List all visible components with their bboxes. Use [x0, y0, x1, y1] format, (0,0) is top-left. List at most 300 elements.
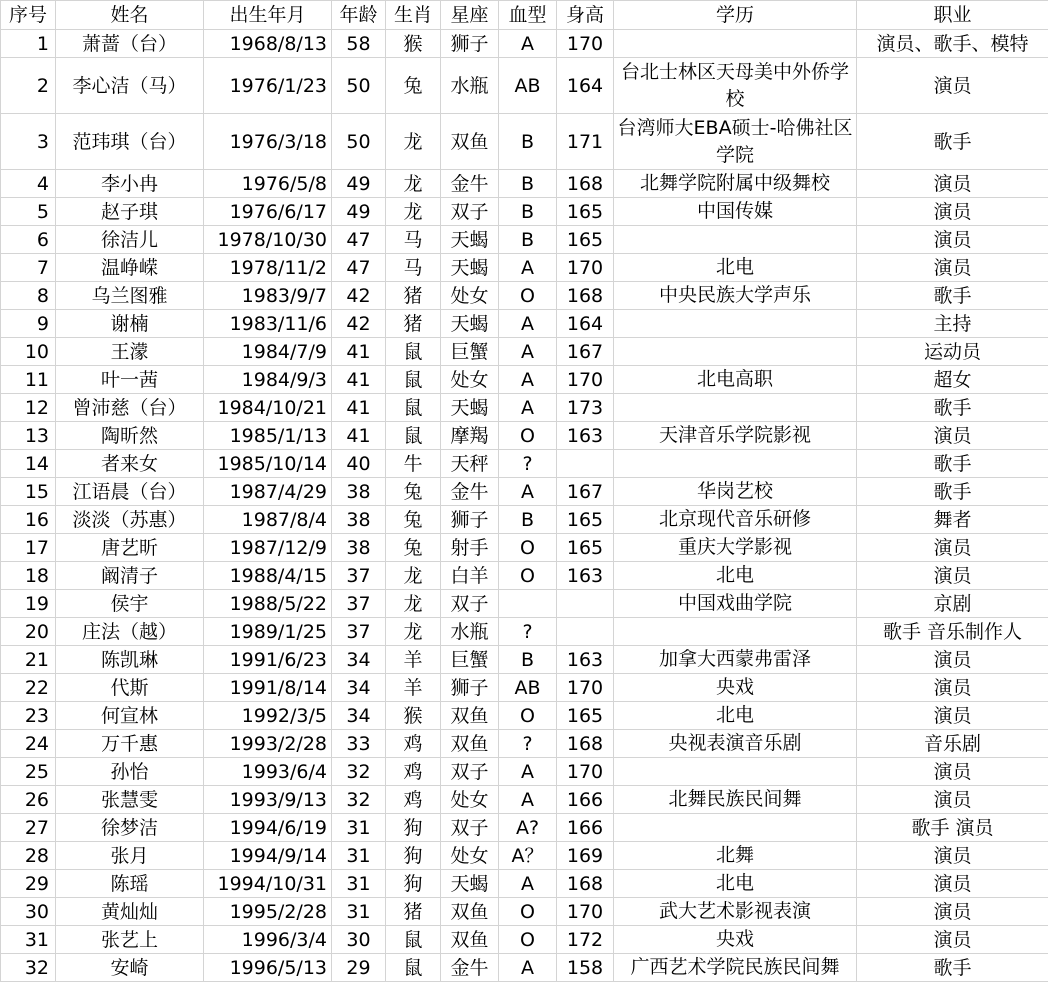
table-row — [1, 562, 1048, 590]
name-cell: 张艺上 — [56, 926, 204, 954]
age-cell: 32 — [332, 758, 386, 786]
header-blood-type: 血型 — [499, 1, 557, 30]
table-row — [1, 590, 1048, 618]
index-cell: 1 — [1, 30, 56, 58]
occupation-cell: 音乐剧 — [857, 730, 1048, 758]
height-cell: 165 — [557, 506, 614, 534]
education-cell — [614, 30, 857, 58]
height-cell: 165 — [557, 198, 614, 226]
age-cell: 58 — [332, 30, 386, 58]
name-cell: 代斯 — [56, 674, 204, 702]
blood-type-cell: AB — [499, 674, 557, 702]
header-occupation: 职业 — [857, 1, 1048, 30]
index-cell: 14 — [1, 450, 56, 478]
birthdate-cell: 1968/8/13 — [204, 30, 332, 58]
name-cell: 赵子琪 — [56, 198, 204, 226]
zodiac-cell: 羊 — [386, 646, 441, 674]
occupation-cell: 演员 — [857, 674, 1048, 702]
height-cell: 165 — [557, 226, 614, 254]
header-age: 年龄 — [332, 1, 386, 30]
education-cell: 中国传媒 — [614, 198, 857, 226]
birthdate-cell: 1994/9/14 — [204, 842, 332, 870]
zodiac-cell: 龙 — [386, 590, 441, 618]
education-cell: 北电 — [614, 254, 857, 282]
height-cell: 170 — [557, 898, 614, 926]
constellation-cell: 狮子 — [441, 506, 499, 534]
age-cell: 40 — [332, 450, 386, 478]
blood-type-cell: A？ — [499, 842, 557, 870]
name-cell: 谢楠 — [56, 310, 204, 338]
age-cell: 38 — [332, 478, 386, 506]
constellation-cell: 狮子 — [441, 674, 499, 702]
occupation-cell: 演员 — [857, 898, 1048, 926]
table-row — [1, 170, 1048, 198]
height-cell: 166 — [557, 786, 614, 814]
birthdate-cell: 1978/10/30 — [204, 226, 332, 254]
birthdate-cell: 1976/6/17 — [204, 198, 332, 226]
index-cell: 17 — [1, 534, 56, 562]
name-cell: 张月 — [56, 842, 204, 870]
table-row — [1, 926, 1048, 954]
height-cell — [557, 618, 614, 646]
index-cell: 18 — [1, 562, 56, 590]
constellation-cell: 射手 — [441, 534, 499, 562]
constellation-cell: 水瓶 — [441, 618, 499, 646]
height-cell: 158 — [557, 954, 614, 982]
zodiac-cell: 狗 — [386, 870, 441, 898]
index-cell: 12 — [1, 394, 56, 422]
height-cell: 171 — [557, 114, 614, 170]
index-cell: 16 — [1, 506, 56, 534]
birthdate-cell: 1994/10/31 — [204, 870, 332, 898]
age-cell: 37 — [332, 590, 386, 618]
zodiac-cell: 羊 — [386, 674, 441, 702]
height-cell: 167 — [557, 338, 614, 366]
education-cell: 北电 — [614, 870, 857, 898]
constellation-cell: 天蝎 — [441, 310, 499, 338]
height-cell: 167 — [557, 478, 614, 506]
blood-type-cell: O — [499, 926, 557, 954]
birthdate-cell: 1987/4/29 — [204, 478, 332, 506]
index-cell: 31 — [1, 926, 56, 954]
constellation-cell: 天蝎 — [441, 226, 499, 254]
occupation-cell: 歌手 — [857, 478, 1048, 506]
birthdate-cell: 1978/11/2 — [204, 254, 332, 282]
index-cell: 20 — [1, 618, 56, 646]
birthdate-cell: 1988/5/22 — [204, 590, 332, 618]
name-cell: 陈凯琳 — [56, 646, 204, 674]
table-row — [1, 674, 1048, 702]
education-cell: 北舞民族民间舞 — [614, 786, 857, 814]
education-cell: 央视表演音乐剧 — [614, 730, 857, 758]
blood-type-cell: A — [499, 786, 557, 814]
table-row — [1, 730, 1048, 758]
blood-type-cell: AB — [499, 58, 557, 114]
table-row — [1, 954, 1048, 982]
age-cell: 37 — [332, 562, 386, 590]
birthdate-cell: 1996/3/4 — [204, 926, 332, 954]
constellation-cell: 巨蟹 — [441, 338, 499, 366]
blood-type-cell: A — [499, 870, 557, 898]
education-cell — [614, 450, 857, 478]
education-cell: 重庆大学影视 — [614, 534, 857, 562]
height-cell: 163 — [557, 646, 614, 674]
height-cell: 163 — [557, 422, 614, 450]
constellation-cell: 金牛 — [441, 170, 499, 198]
birthdate-cell: 1983/9/7 — [204, 282, 332, 310]
index-cell: 3 — [1, 114, 56, 170]
blood-type-cell: O — [499, 898, 557, 926]
constellation-cell: 处女 — [441, 282, 499, 310]
education-cell: 北电 — [614, 702, 857, 730]
zodiac-cell: 猪 — [386, 898, 441, 926]
occupation-cell: 演员 — [857, 758, 1048, 786]
occupation-cell: 演员 — [857, 254, 1048, 282]
constellation-cell: 金牛 — [441, 954, 499, 982]
blood-type-cell: O — [499, 422, 557, 450]
zodiac-cell: 兔 — [386, 534, 441, 562]
zodiac-cell: 兔 — [386, 58, 441, 114]
blood-type-cell: B — [499, 226, 557, 254]
age-cell: 50 — [332, 114, 386, 170]
table-row — [1, 114, 1048, 170]
index-cell: 5 — [1, 198, 56, 226]
blood-type-cell: A — [499, 30, 557, 58]
constellation-cell: 双鱼 — [441, 926, 499, 954]
birthdate-cell: 1995/2/28 — [204, 898, 332, 926]
height-cell: 170 — [557, 366, 614, 394]
age-cell: 49 — [332, 198, 386, 226]
table-row — [1, 366, 1048, 394]
age-cell: 31 — [332, 870, 386, 898]
constellation-cell: 天蝎 — [441, 254, 499, 282]
education-cell: 台北士林区天母美中外侨学校 — [614, 58, 857, 114]
birthdate-cell: 1984/10/21 — [204, 394, 332, 422]
index-cell: 32 — [1, 954, 56, 982]
occupation-cell: 演员 — [857, 58, 1048, 114]
table-body — [1, 30, 1048, 982]
occupation-cell: 演员 — [857, 170, 1048, 198]
index-cell: 15 — [1, 478, 56, 506]
education-cell: 中央民族大学声乐 — [614, 282, 857, 310]
birthdate-cell: 1985/10/14 — [204, 450, 332, 478]
constellation-cell: 天蝎 — [441, 870, 499, 898]
table-row — [1, 338, 1048, 366]
age-cell: 37 — [332, 618, 386, 646]
index-cell: 29 — [1, 870, 56, 898]
table-row — [1, 310, 1048, 338]
occupation-cell: 演员、歌手、模特 — [857, 30, 1048, 58]
age-cell: 41 — [332, 366, 386, 394]
blood-type-cell: ? — [499, 450, 557, 478]
table-row — [1, 898, 1048, 926]
index-cell: 19 — [1, 590, 56, 618]
occupation-cell: 舞者 — [857, 506, 1048, 534]
zodiac-cell: 猪 — [386, 310, 441, 338]
age-cell: 33 — [332, 730, 386, 758]
index-cell: 26 — [1, 786, 56, 814]
zodiac-cell: 兔 — [386, 478, 441, 506]
zodiac-cell: 鸡 — [386, 758, 441, 786]
name-cell: 侯宇 — [56, 590, 204, 618]
constellation-cell: 双鱼 — [441, 114, 499, 170]
index-cell: 22 — [1, 674, 56, 702]
education-cell: 天津音乐学院影视 — [614, 422, 857, 450]
height-cell: 168 — [557, 730, 614, 758]
blood-type-cell: B — [499, 506, 557, 534]
occupation-cell: 歌手 — [857, 394, 1048, 422]
table-row — [1, 282, 1048, 310]
age-cell: 29 — [332, 954, 386, 982]
age-cell: 34 — [332, 702, 386, 730]
blood-type-cell: O — [499, 282, 557, 310]
occupation-cell: 演员 — [857, 198, 1048, 226]
height-cell: 166 — [557, 814, 614, 842]
header-constellation: 星座 — [441, 1, 499, 30]
age-cell: 41 — [332, 422, 386, 450]
age-cell: 34 — [332, 674, 386, 702]
index-cell: 21 — [1, 646, 56, 674]
zodiac-cell: 鼠 — [386, 338, 441, 366]
height-cell: 173 — [557, 394, 614, 422]
zodiac-cell: 猪 — [386, 282, 441, 310]
name-cell: 唐艺昕 — [56, 534, 204, 562]
birthdate-cell: 1983/11/6 — [204, 310, 332, 338]
age-cell: 49 — [332, 170, 386, 198]
blood-type-cell: A — [499, 394, 557, 422]
table-row — [1, 58, 1048, 114]
zodiac-cell: 兔 — [386, 506, 441, 534]
height-cell — [557, 450, 614, 478]
age-cell: 47 — [332, 254, 386, 282]
name-cell: 江语晨（台） — [56, 478, 204, 506]
age-cell: 31 — [332, 842, 386, 870]
birthdate-cell: 1993/9/13 — [204, 786, 332, 814]
name-cell: 叶一茜 — [56, 366, 204, 394]
name-cell: 徐洁儿 — [56, 226, 204, 254]
birthdate-cell: 1993/2/28 — [204, 730, 332, 758]
name-cell: 王濛 — [56, 338, 204, 366]
birthdate-cell: 1996/5/13 — [204, 954, 332, 982]
blood-type-cell: A — [499, 366, 557, 394]
education-cell: 北电 — [614, 562, 857, 590]
zodiac-cell: 鼠 — [386, 366, 441, 394]
name-cell: 何宣林 — [56, 702, 204, 730]
education-cell: 北舞 — [614, 842, 857, 870]
education-cell: 央戏 — [614, 926, 857, 954]
name-cell: 者来女 — [56, 450, 204, 478]
name-cell: 陶昕然 — [56, 422, 204, 450]
name-cell: 温峥嵘 — [56, 254, 204, 282]
education-cell: 台湾师大EBA硕士-哈佛社区学院 — [614, 114, 857, 170]
table-row — [1, 506, 1048, 534]
constellation-cell: 双子 — [441, 814, 499, 842]
index-cell: 30 — [1, 898, 56, 926]
education-cell: 中国戏曲学院 — [614, 590, 857, 618]
birthdate-cell: 1989/1/25 — [204, 618, 332, 646]
table-row — [1, 254, 1048, 282]
blood-type-cell: O — [499, 562, 557, 590]
table-row — [1, 618, 1048, 646]
table-row — [1, 646, 1048, 674]
zodiac-cell: 龙 — [386, 170, 441, 198]
table-row — [1, 702, 1048, 730]
table-row — [1, 534, 1048, 562]
header-name: 姓名 — [56, 1, 204, 30]
table-row — [1, 422, 1048, 450]
zodiac-cell: 鼠 — [386, 954, 441, 982]
name-cell: 安崎 — [56, 954, 204, 982]
blood-type-cell: A — [499, 338, 557, 366]
header-row — [1, 1, 1048, 30]
header-height: 身高 — [557, 1, 614, 30]
age-cell: 32 — [332, 786, 386, 814]
zodiac-cell: 龙 — [386, 198, 441, 226]
blood-type-cell: A? — [499, 814, 557, 842]
education-cell: 华岗艺校 — [614, 478, 857, 506]
height-cell: 163 — [557, 562, 614, 590]
height-cell: 169 — [557, 842, 614, 870]
age-cell: 34 — [332, 646, 386, 674]
birthdate-cell: 1987/8/4 — [204, 506, 332, 534]
birthdate-cell: 1987/12/9 — [204, 534, 332, 562]
table-row — [1, 478, 1048, 506]
header-birthdate: 出生年月 — [204, 1, 332, 30]
constellation-cell: 摩羯 — [441, 422, 499, 450]
zodiac-cell: 马 — [386, 254, 441, 282]
height-cell: 168 — [557, 282, 614, 310]
occupation-cell: 演员 — [857, 842, 1048, 870]
name-cell: 黄灿灿 — [56, 898, 204, 926]
constellation-cell: 狮子 — [441, 30, 499, 58]
zodiac-cell: 狗 — [386, 842, 441, 870]
occupation-cell: 超女 — [857, 366, 1048, 394]
occupation-cell: 演员 — [857, 226, 1048, 254]
table-row — [1, 870, 1048, 898]
table-row — [1, 758, 1048, 786]
blood-type-cell: ? — [499, 730, 557, 758]
education-cell: 武大艺术影视表演 — [614, 898, 857, 926]
table-row — [1, 30, 1048, 58]
occupation-cell: 歌手 — [857, 114, 1048, 170]
occupation-cell: 演员 — [857, 534, 1048, 562]
height-cell: 165 — [557, 702, 614, 730]
height-cell: 170 — [557, 254, 614, 282]
education-cell — [614, 814, 857, 842]
index-cell: 8 — [1, 282, 56, 310]
index-cell: 4 — [1, 170, 56, 198]
education-cell — [614, 618, 857, 646]
occupation-cell: 歌手 演员 — [857, 814, 1048, 842]
age-cell: 30 — [332, 926, 386, 954]
blood-type-cell: A — [499, 254, 557, 282]
age-cell: 50 — [332, 58, 386, 114]
birthdate-cell: 1985/1/13 — [204, 422, 332, 450]
blood-type-cell — [499, 590, 557, 618]
height-cell: 165 — [557, 534, 614, 562]
index-cell: 6 — [1, 226, 56, 254]
age-cell: 31 — [332, 898, 386, 926]
height-cell: 168 — [557, 870, 614, 898]
index-cell: 24 — [1, 730, 56, 758]
education-cell — [614, 338, 857, 366]
education-cell — [614, 226, 857, 254]
height-cell: 170 — [557, 758, 614, 786]
education-cell: 北京现代音乐研修 — [614, 506, 857, 534]
blood-type-cell: O — [499, 702, 557, 730]
blood-type-cell: B — [499, 170, 557, 198]
index-cell: 10 — [1, 338, 56, 366]
birthdate-cell: 1991/6/23 — [204, 646, 332, 674]
constellation-cell: 双鱼 — [441, 702, 499, 730]
occupation-cell: 歌手 — [857, 954, 1048, 982]
table-row — [1, 842, 1048, 870]
zodiac-cell: 牛 — [386, 450, 441, 478]
zodiac-cell: 龙 — [386, 114, 441, 170]
education-cell — [614, 758, 857, 786]
age-cell: 38 — [332, 534, 386, 562]
birthdate-cell: 1976/5/8 — [204, 170, 332, 198]
index-cell: 28 — [1, 842, 56, 870]
zodiac-cell: 龙 — [386, 618, 441, 646]
name-cell: 孙怡 — [56, 758, 204, 786]
birthdate-cell: 1976/1/23 — [204, 58, 332, 114]
education-cell — [614, 310, 857, 338]
name-cell: 乌兰图雅 — [56, 282, 204, 310]
blood-type-cell: ? — [499, 618, 557, 646]
age-cell: 41 — [332, 394, 386, 422]
occupation-cell: 演员 — [857, 870, 1048, 898]
zodiac-cell: 狗 — [386, 814, 441, 842]
name-cell: 阚清子 — [56, 562, 204, 590]
zodiac-cell: 马 — [386, 226, 441, 254]
height-cell: 170 — [557, 674, 614, 702]
name-cell: 张慧雯 — [56, 786, 204, 814]
constellation-cell: 处女 — [441, 842, 499, 870]
zodiac-cell: 鼠 — [386, 394, 441, 422]
zodiac-cell: 鸡 — [386, 730, 441, 758]
index-cell: 9 — [1, 310, 56, 338]
birthdate-cell: 1991/8/14 — [204, 674, 332, 702]
index-cell: 27 — [1, 814, 56, 842]
name-cell: 萧蔷（台） — [56, 30, 204, 58]
table-row — [1, 786, 1048, 814]
age-cell: 38 — [332, 506, 386, 534]
constellation-cell: 金牛 — [441, 478, 499, 506]
blood-type-cell: B — [499, 646, 557, 674]
name-cell: 范玮琪（台） — [56, 114, 204, 170]
blood-type-cell: B — [499, 198, 557, 226]
height-cell — [557, 590, 614, 618]
occupation-cell: 京剧 — [857, 590, 1048, 618]
education-cell: 央戏 — [614, 674, 857, 702]
occupation-cell: 歌手 音乐制作人 — [857, 618, 1048, 646]
zodiac-cell: 鼠 — [386, 926, 441, 954]
age-cell: 47 — [332, 226, 386, 254]
blood-type-cell: A — [499, 758, 557, 786]
constellation-cell: 处女 — [441, 786, 499, 814]
table-row — [1, 814, 1048, 842]
table-row — [1, 394, 1048, 422]
constellation-cell: 水瓶 — [441, 58, 499, 114]
name-cell: 庄法（越） — [56, 618, 204, 646]
constellation-cell: 白羊 — [441, 562, 499, 590]
zodiac-cell: 猴 — [386, 30, 441, 58]
occupation-cell: 演员 — [857, 786, 1048, 814]
header-zodiac: 生肖 — [386, 1, 441, 30]
occupation-cell: 演员 — [857, 646, 1048, 674]
occupation-cell: 主持 — [857, 310, 1048, 338]
